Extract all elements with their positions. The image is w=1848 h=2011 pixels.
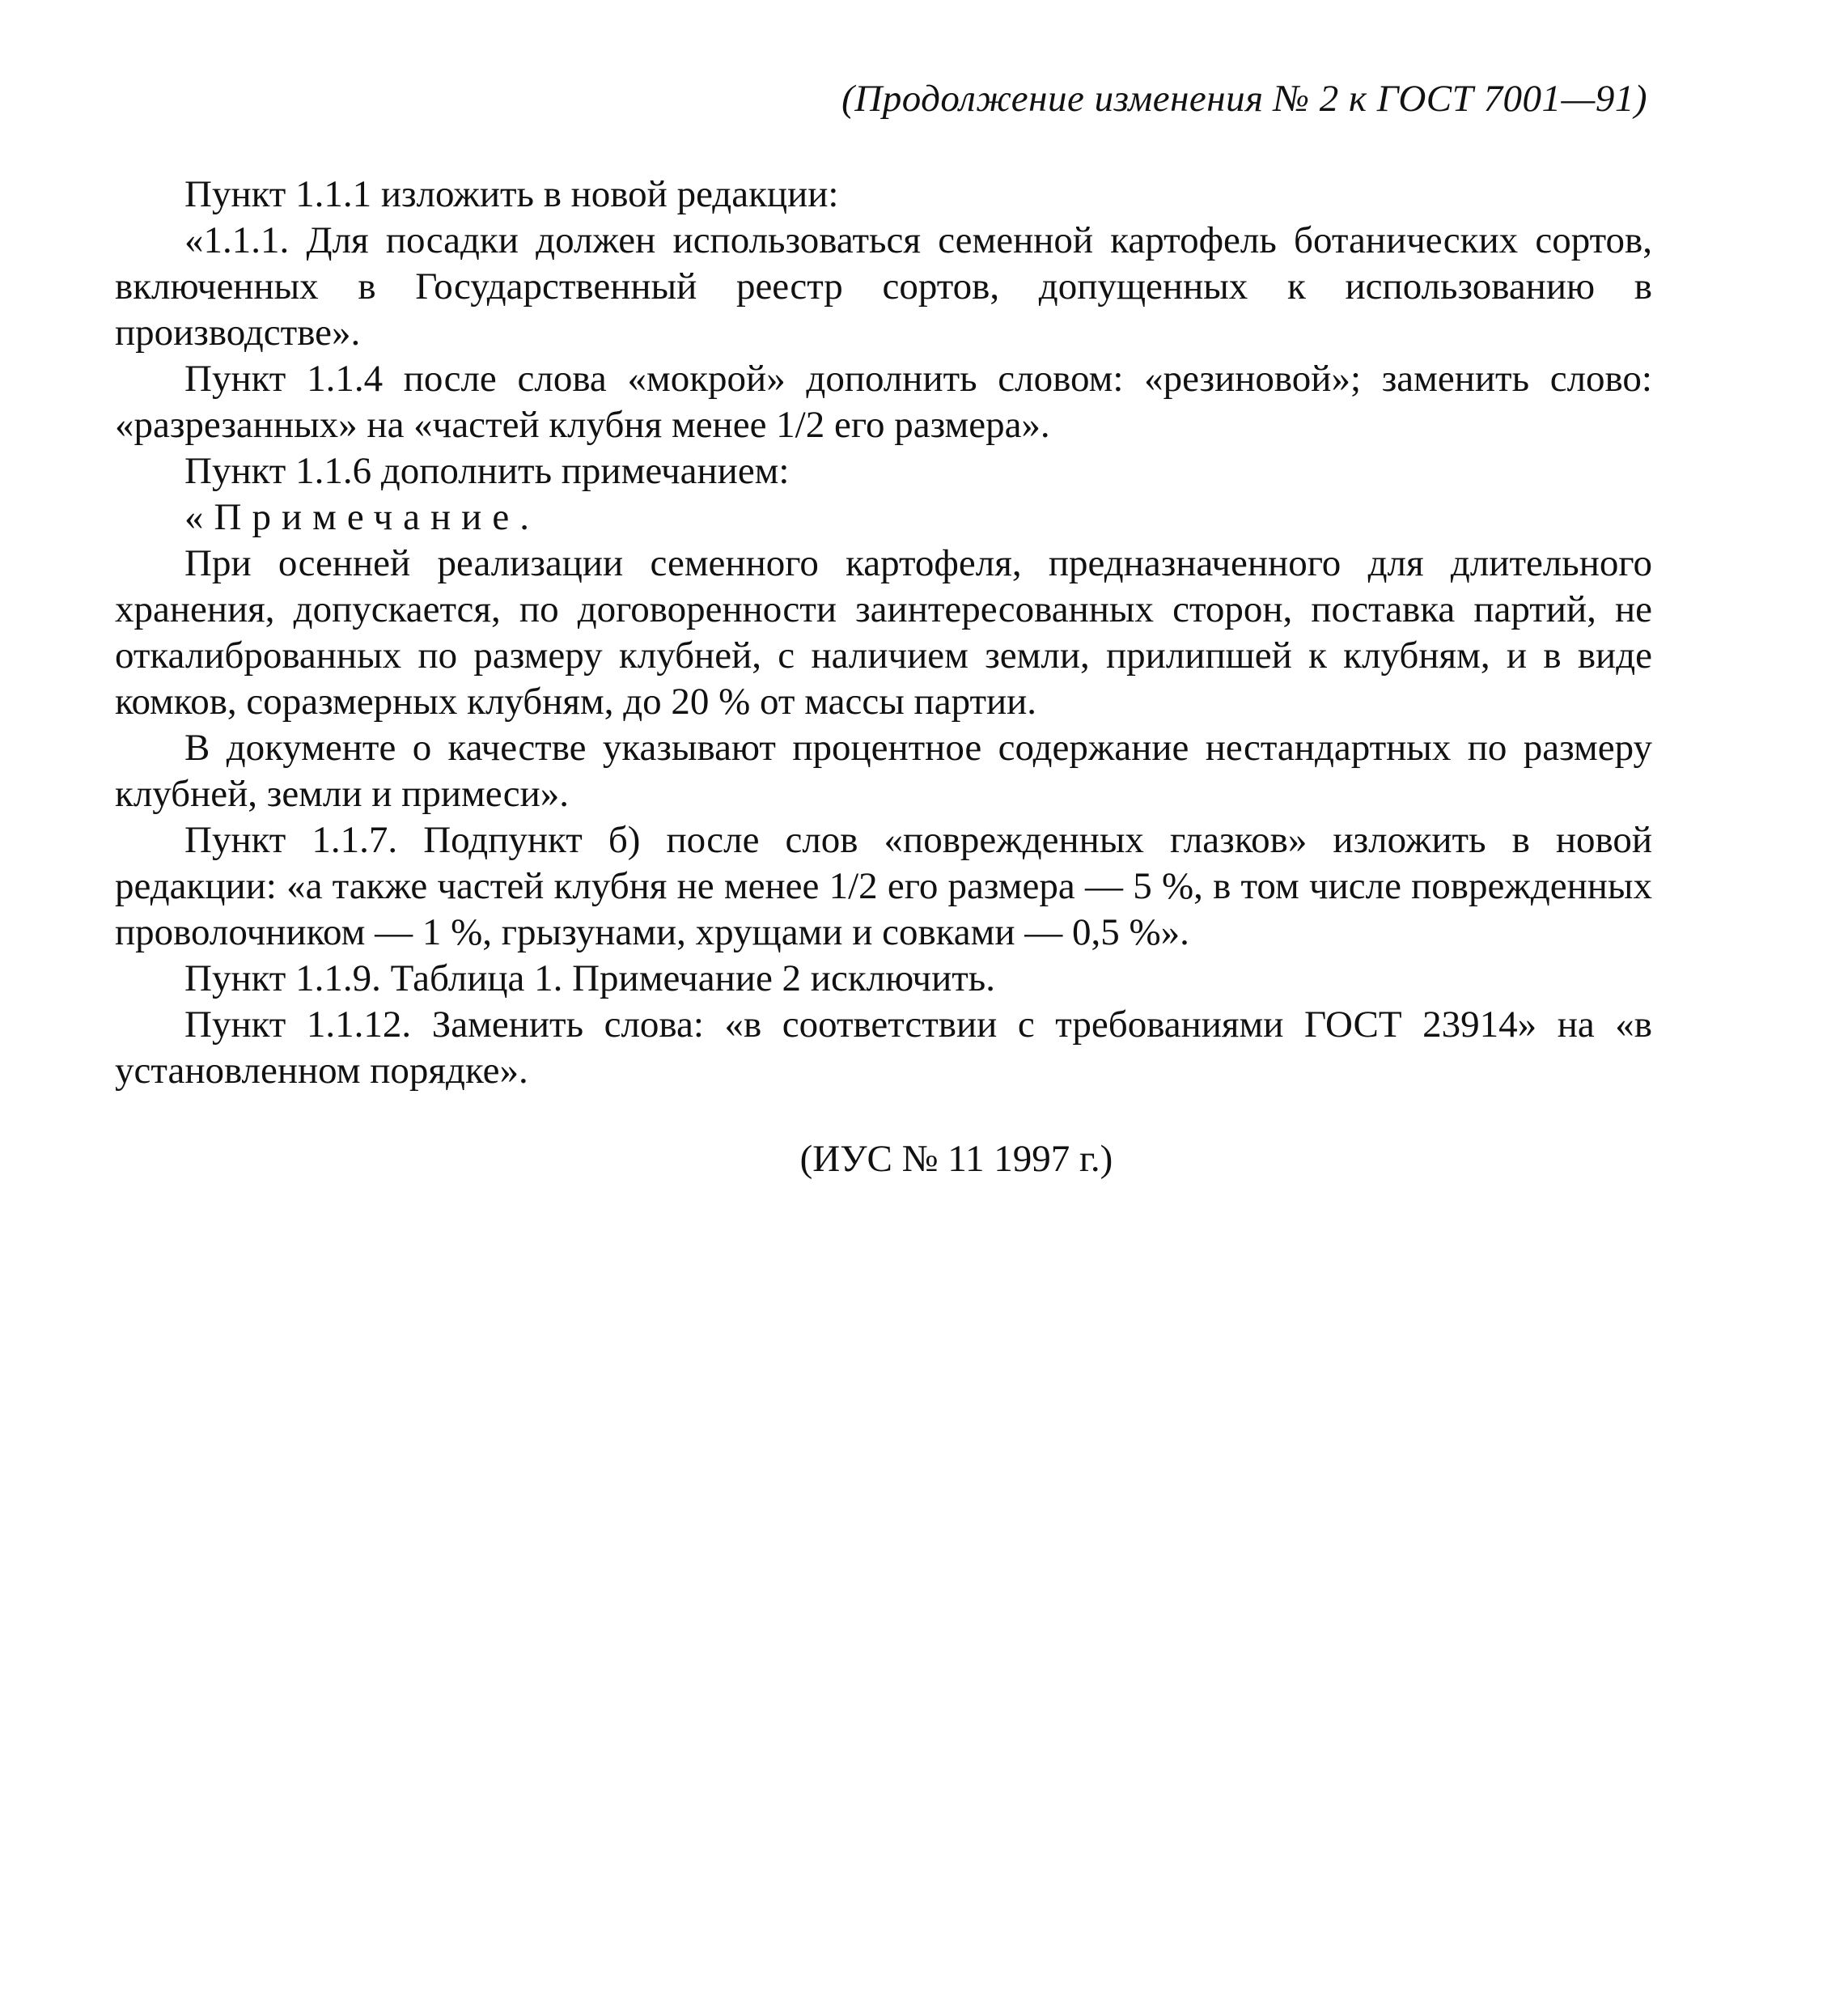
document-body [115,172,1652,1094]
quality-document-text: В документе о качестве указывают процентное содержание нестандартных по размеру клубней, земли и примеси». [115,727,1652,815]
source-footer: (ИУС № 11 1997 г.) [799,1138,1113,1180]
note-heading: «Примечание. [184,496,540,538]
paragraph-item-1-1-9: Пункт 1.1.9. Таблица 1. Примечание 2 исключить. [184,957,995,999]
paragraph-item-1-1-4: Пункт 1.1.4 после слова «мокрой» дополнить словом: «резиновой»; заменить слово: «разрезанных» на «частей клубня менее 1/2 его размера». [115,358,1652,446]
paragraph-item-1-1-1-intro: Пункт 1.1.1 изложить в новой редакции: [184,173,839,215]
paragraph-item-1-1-1-text: «1.1.1. Для посадки должен использоваться семенной картофель ботанических сортов, включенных в Государственный реестр сортов, допущенных к использованию в производстве». [115,219,1652,354]
note-text: При осенней реализации семенного картофеля, предназначенного для длительного хранения, допускается, по договоренности заинтересованных сторон, поставка партий, не откалиброванных по размеру клубней, с наличием земли, прилипшей к клубням, и в виде комков, соразмерных клубням, до 20 % от массы партии. [115,542,1652,723]
continuation-header: (Продолжение изменения № 2 к ГОСТ 7001—91) [841,78,1647,120]
paragraph-item-1-1-12: Пункт 1.1.12. Заменить слова: «в соответствии с требованиями ГОСТ 23914» на «в установленном порядке». [115,1003,1652,1092]
paragraph-item-1-1-7: Пункт 1.1.7. Подпункт б) после слов «поврежденных глазков» изложить в новой редакции: «а также частей клубня не менее 1/2 его размера — 5 %, в том числе поврежденных проволочником — 1 %, грызунами, хрущами и совками — 0,5 %». [115,819,1652,953]
paragraph-item-1-1-6-intro: Пункт 1.1.6 дополнить примечанием: [184,450,790,492]
